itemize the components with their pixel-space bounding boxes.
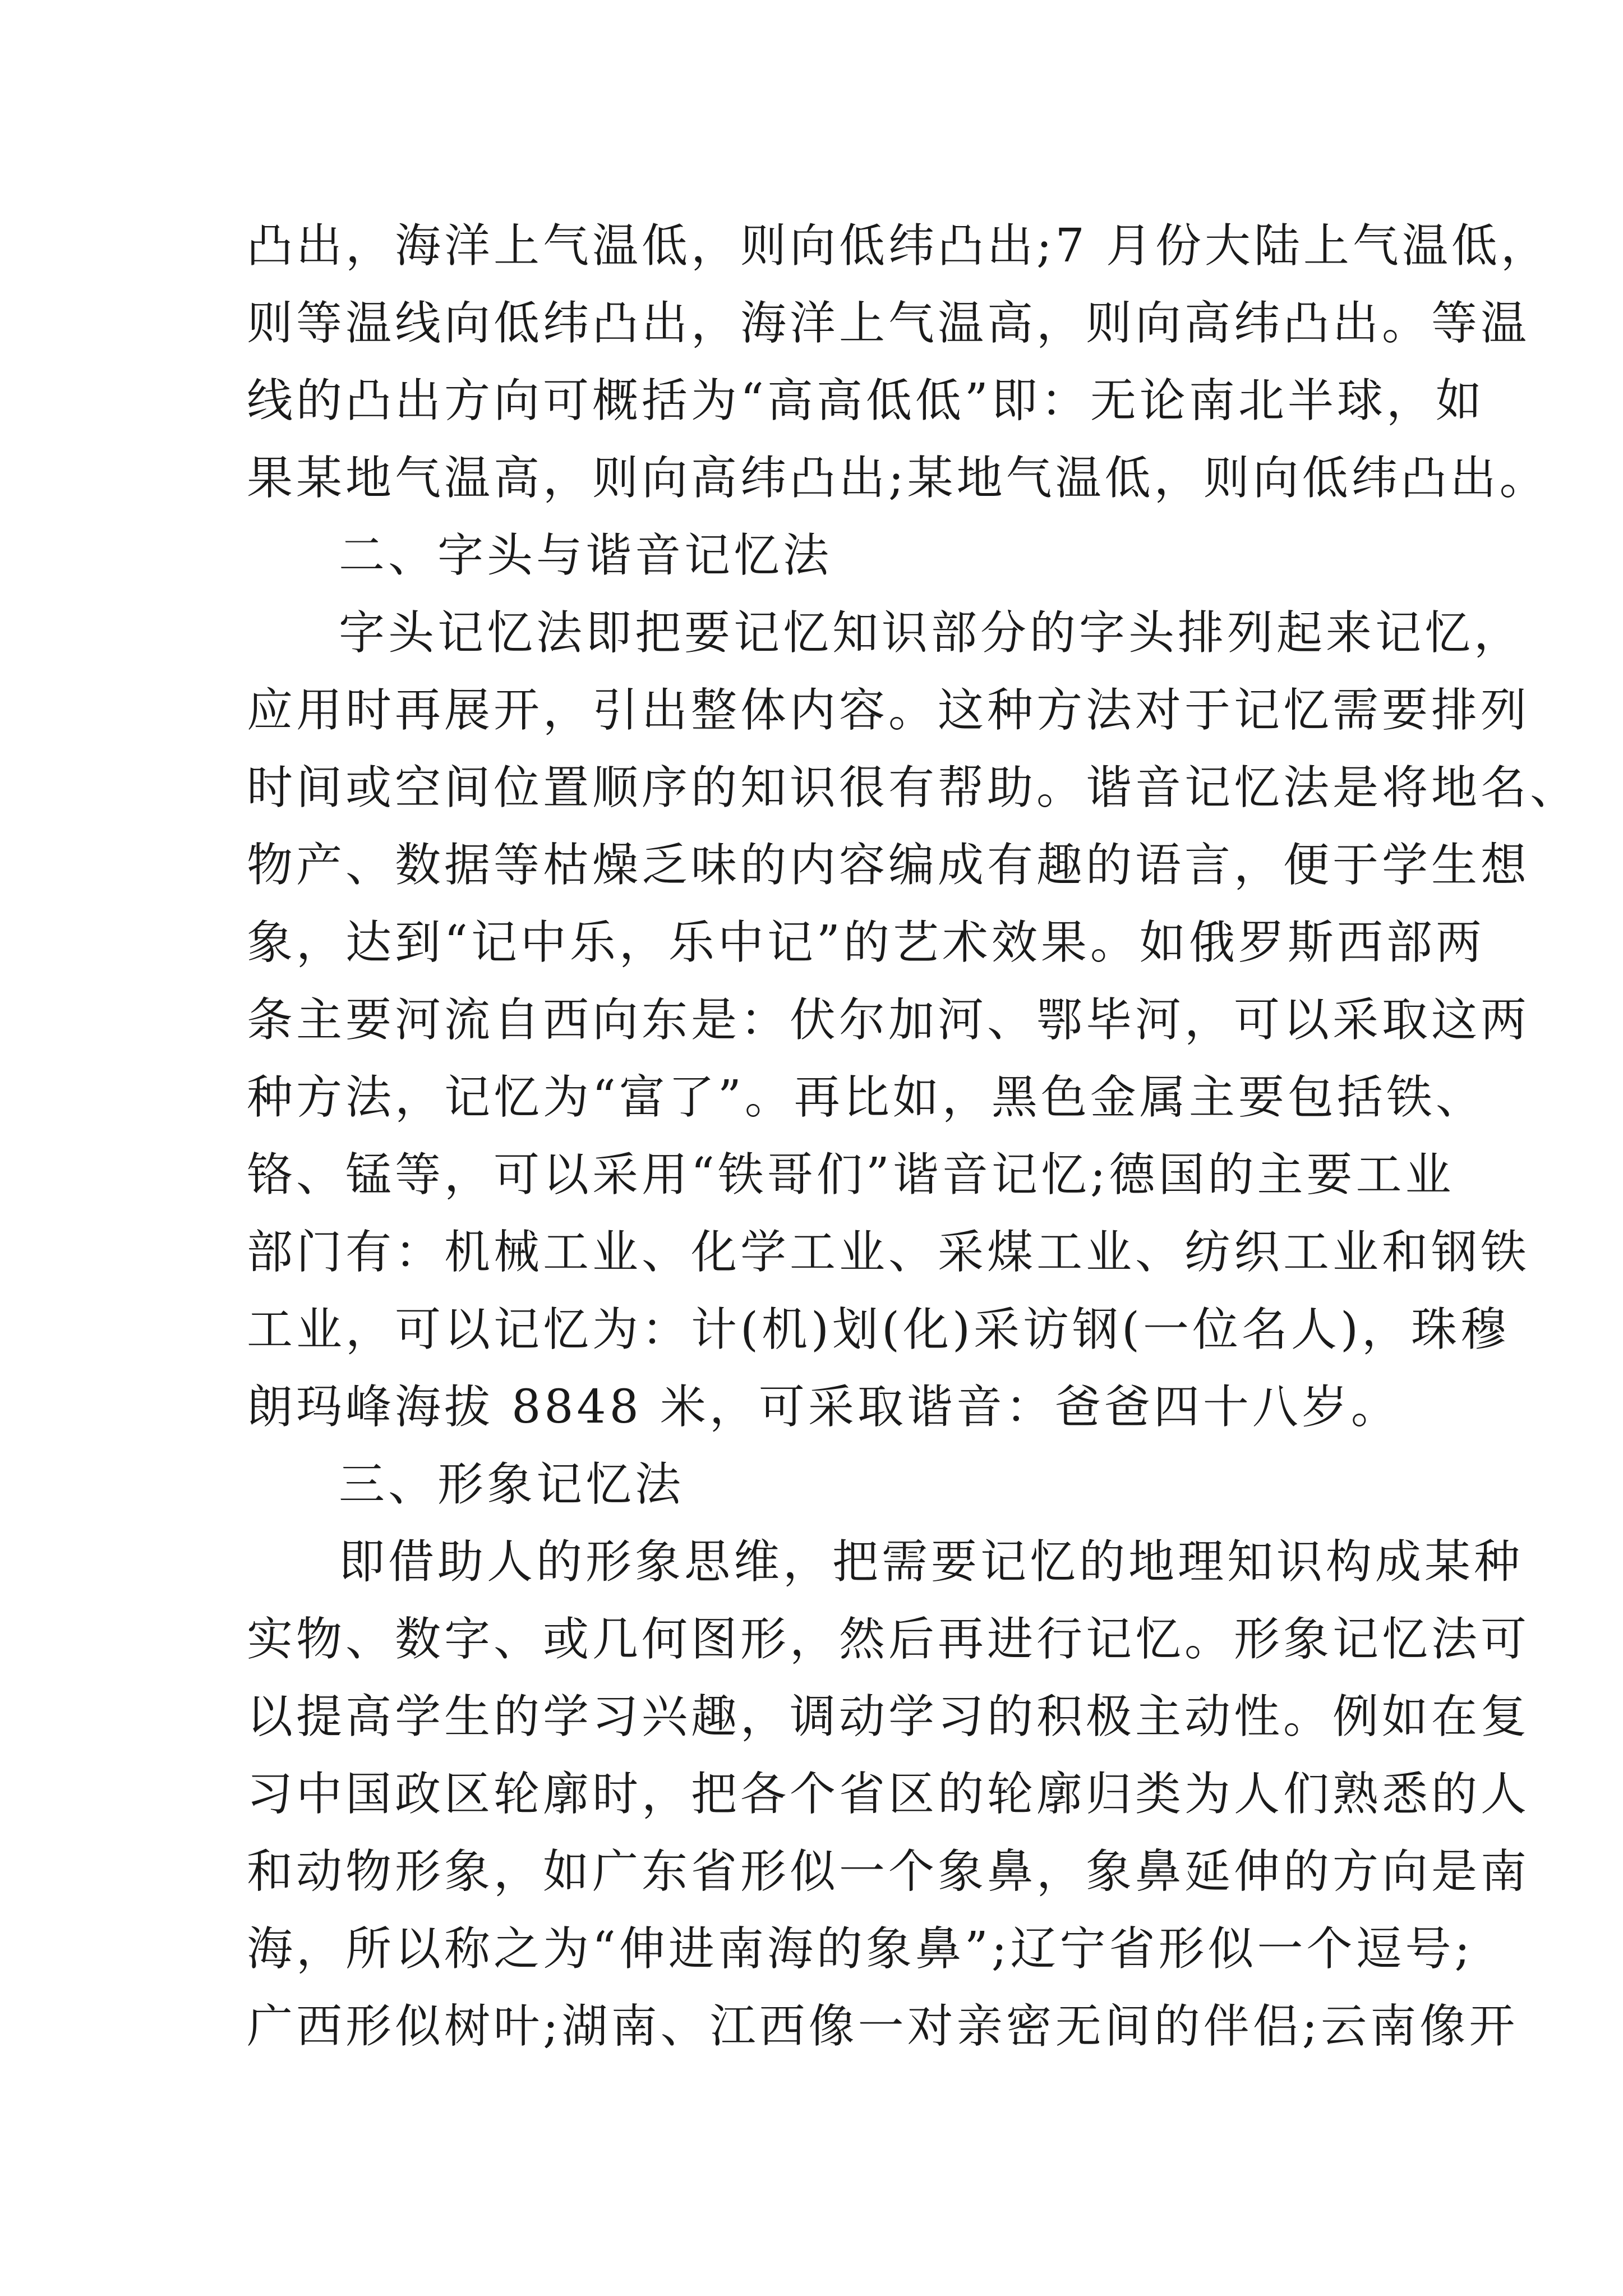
paragraph-image-memory [247, 1524, 1530, 2065]
text-line: 部门有：机械工业、化学工业、采煤工业、纺织工业和钢铁 [247, 1226, 1530, 1279]
text-line: 线的凸出方向可概括为“高高低低”即：无论南北半球，如 [247, 374, 1485, 427]
text-line: 实物、数字、或几何图形，然后再进行记忆。形象记忆法可 [247, 1613, 1530, 1666]
text-line: 即借助人的形象思维，把需要记忆的地理知识构成某种 [339, 1535, 1524, 1589]
text-line: 象，达到“记中乐，乐中记”的艺术效果。如俄罗斯西部两 [247, 916, 1485, 969]
text-line: 以提高学生的学习兴趣，调动学习的积极主动性。例如在复 [247, 1690, 1530, 1743]
text-line: 海，所以称之为“伸进南海的象鼻”;辽宁省形似一个逗号; [247, 1922, 1474, 1976]
text-line: 时间或空间位置顺序的知识很有帮助。谐音记忆法是将地名、 [247, 761, 1580, 815]
text-line: 铬、锰等，可以采用“铁哥们”谐音记忆;德国的主要工业 [247, 1148, 1455, 1202]
text-line: 条主要河流自西向东是：伏尔加河、鄂毕河，可以采取这两 [247, 993, 1530, 1047]
text-line: 和动物形象，如广东省形似一个象鼻，象鼻延伸的方向是南 [247, 1845, 1530, 1898]
text-line: 字头记忆法即把要记忆知识部分的字头排列起来记忆， [339, 606, 1524, 660]
text-line: 种方法，记忆为“富了”。再比如，黑色金属主要包括铁、 [247, 1071, 1485, 1124]
text-line: 果某地气温高，则向高纬凸出;某地气温低，则向低纬凸出。 [247, 452, 1549, 505]
section-heading-image-memory: 三、形象记忆法 [339, 1458, 685, 1511]
paragraph-acronym-homophone [247, 595, 1580, 1446]
text-line: 习中国政区轮廓时，把各个省区的轮廓归类为人们熟悉的人 [247, 1768, 1530, 1821]
text-line: 则等温线向低纬凸出，海洋上气温高，则向高纬凸出。等温 [247, 297, 1530, 350]
section-heading-acronym-homophone: 二、字头与谐音记忆法 [339, 529, 833, 582]
text-line: 朗玛峰海拔 8848 米，可采取谐音：爸爸四十八岁。 [247, 1381, 1400, 1434]
text-line: 应用时再展开，引出整体内容。这种方法对于记忆需要排列 [247, 684, 1530, 737]
text-line: 凸出，海洋上气温低，则向低纬凸出;7 月份大陆上气温低， [247, 219, 1550, 273]
text-line: 广西形似树叶;湖南、江西像一对亲密无间的伴侣;云南像开 [247, 2000, 1519, 2053]
text-line: 物产、数据等枯燥乏味的内容编成有趣的语言，便于学生想 [247, 839, 1530, 892]
document-body [247, 208, 1580, 2065]
text-line: 工业，可以记忆为：计(机)划(化)采访钢(一位名人)，珠穆 [247, 1303, 1510, 1356]
paragraph-isotherm [247, 208, 1550, 517]
